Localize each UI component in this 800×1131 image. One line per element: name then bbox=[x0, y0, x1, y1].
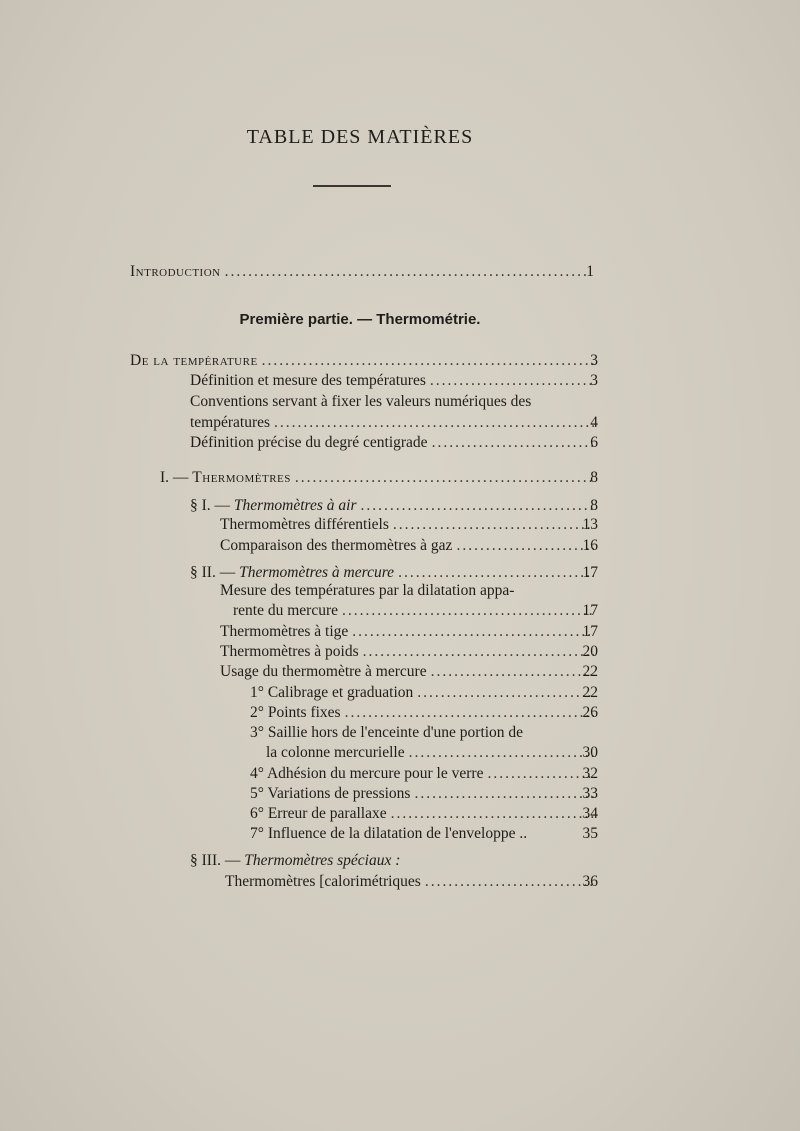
toc-entry: 6° Erreur de parallaxe ..... 34 bbox=[250, 803, 598, 825]
page-title: TABLE DES MATIÈRES bbox=[246, 126, 474, 148]
title-rule bbox=[313, 185, 391, 187]
toc-entry-line1: Mesure des températures par la dilatation appa- bbox=[220, 582, 515, 599]
toc-entry-line1: 3° Saillie hors de l'enceinte d'une portion de bbox=[250, 724, 524, 741]
toc-entry: Thermomètres à tige ..... 17 bbox=[220, 621, 598, 643]
part-heading: Première partie. — Thermométrie. bbox=[239, 311, 481, 328]
toc-entry: Thermomètres [calorimétriques ..... 36 bbox=[225, 871, 598, 893]
toc-entry: 1° Calibrage et graduation ..... 22 bbox=[250, 682, 598, 704]
toc-entry-introduction: Introduction ..... 1 bbox=[130, 261, 594, 283]
toc-entry: 7° Influence de la dilatation de l'enveloppe .. 35 bbox=[250, 825, 598, 842]
toc-entry: De la température ..... 3 bbox=[130, 350, 598, 372]
toc-entry: températures ..... 4 bbox=[190, 412, 598, 434]
toc-entry: Définition précise du degré centigrade ..... 6 bbox=[190, 432, 598, 454]
toc-entry: 2° Points fixes ..... 26 bbox=[250, 702, 598, 724]
toc-entry: Comparaison des thermomètres à gaz ..... 16 bbox=[220, 535, 598, 557]
toc-entry-line1: Conventions servant à fixer les valeurs numériques des bbox=[190, 393, 532, 410]
toc-entry: Thermomètres à poids ..... 20 bbox=[220, 641, 598, 663]
toc-entry: § III. — Thermomètres spéciaux : bbox=[190, 852, 401, 869]
toc-entry: § II. — Thermomètres à mercure ..... 17 bbox=[190, 562, 598, 584]
toc-entry: Définition et mesure des températures ..... 3 bbox=[190, 370, 598, 392]
toc-entry: Thermomètres différentiels ..... 13 bbox=[220, 514, 598, 536]
toc-entry: 5° Variations de pressions ..... 33 bbox=[250, 783, 598, 805]
toc-entry: § I. — Thermomètres à air ..... 8 bbox=[190, 495, 598, 517]
toc-entry: 4° Adhésion du mercure pour le verre ..... 32 bbox=[250, 763, 598, 785]
toc-entry: Usage du thermomètre à mercure ..... 22 bbox=[220, 661, 598, 683]
toc-entry: rente du mercure ..... 17 bbox=[233, 600, 598, 622]
toc-entry: la colonne mercurielle ..... 30 bbox=[266, 742, 598, 764]
toc-entry: I. — Thermomètres ..... 8 bbox=[160, 467, 598, 489]
